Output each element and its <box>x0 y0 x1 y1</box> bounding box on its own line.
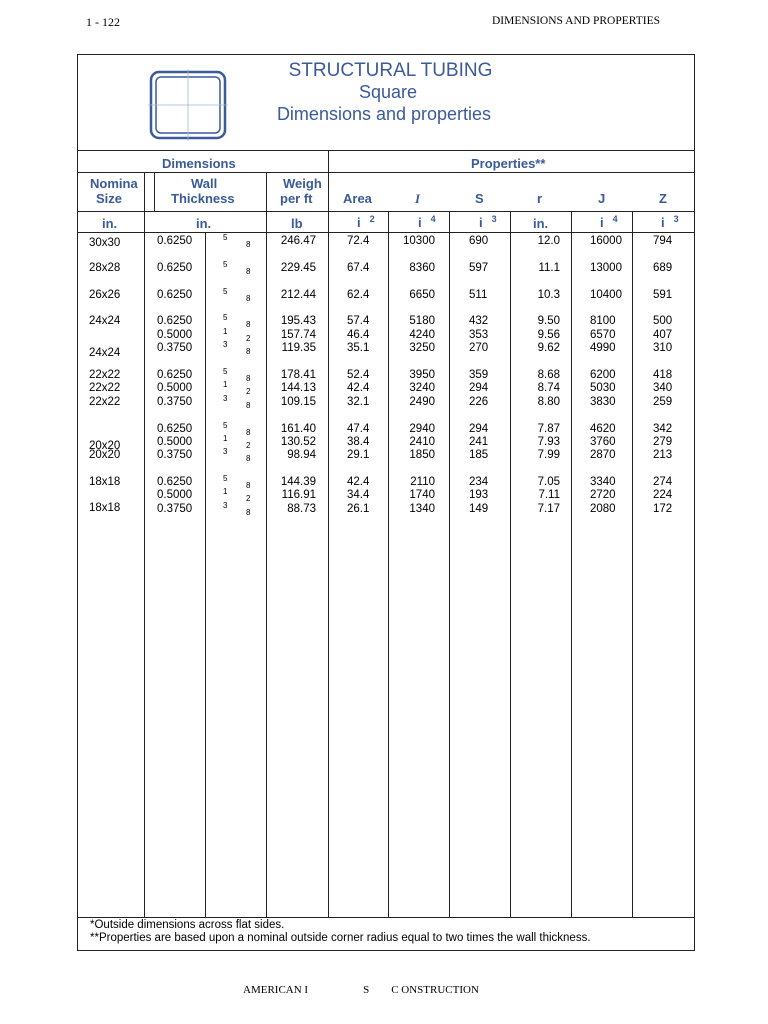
cell-r: 8.68 <box>537 369 560 381</box>
cell-r: 7.93 <box>537 436 560 448</box>
cell-size: 24x24 <box>89 315 121 327</box>
cell-Z: 340 <box>653 382 673 394</box>
cell-w: 157.74 <box>280 329 316 341</box>
fraction-denominator: 8 <box>246 428 251 437</box>
fraction-denominator: 2 <box>246 441 251 450</box>
cell-J: 6200 <box>590 369 616 381</box>
col-weight-line2: per ft <box>280 191 313 206</box>
page-title: STRUCTURAL TUBING <box>288 60 493 81</box>
cell-r: 8.74 <box>537 382 560 394</box>
cell-t: 0.3750 <box>157 396 193 408</box>
cell-I: 5180 <box>409 315 435 327</box>
group-dimensions: Dimensions <box>162 156 236 171</box>
cell-w: 246.47 <box>280 235 316 247</box>
fraction-numerator: 1 <box>223 327 228 336</box>
cell-J: 2720 <box>590 489 616 501</box>
cell-Z: 279 <box>653 436 673 448</box>
cell-r: 12.0 <box>537 235 560 247</box>
cell-Z: 689 <box>653 262 673 274</box>
cell-I: 10300 <box>403 235 435 247</box>
cell-Z: 418 <box>653 369 673 381</box>
cell-a: 34.4 <box>347 489 370 501</box>
cell-t: 0.6250 <box>157 235 193 247</box>
unit-I: i $^4$ <box>418 214 436 230</box>
cell-a: 26.1 <box>347 503 370 515</box>
rule-props-group <box>328 172 694 173</box>
cell-Z: 172 <box>653 503 673 515</box>
cell-a: 35.1 <box>347 342 370 354</box>
page-number: 1 - 122 <box>86 15 120 29</box>
cell-S: 185 <box>469 449 489 461</box>
cell-J: 3340 <box>590 476 616 488</box>
fraction-denominator: 8 <box>246 401 251 410</box>
unit-Z: i $^3$ <box>661 214 679 230</box>
cell-I: 3250 <box>409 342 435 354</box>
cell-w: 178.41 <box>280 369 316 381</box>
cell-size: 20x20 <box>89 449 121 461</box>
cell-Z: 213 <box>653 449 673 461</box>
col-r: r <box>537 191 543 206</box>
cell-J: 4620 <box>590 423 616 435</box>
group-properties: Properties** <box>471 156 546 171</box>
cell-Z: 342 <box>653 423 673 435</box>
cell-J: 16000 <box>590 235 622 247</box>
cell-a: 62.4 <box>347 289 370 301</box>
cell-S: 193 <box>469 489 489 501</box>
cell-I: 1850 <box>409 449 435 461</box>
cell-size: 30x30 <box>89 237 121 249</box>
cell-t: 0.5000 <box>157 329 193 341</box>
cell-r: 9.50 <box>537 315 560 327</box>
cell-I: 2410 <box>409 436 435 448</box>
cell-J: 3830 <box>590 396 616 408</box>
fraction-numerator: 5 <box>223 367 228 376</box>
cell-size: 22x22 <box>89 396 121 408</box>
cell-S: 226 <box>469 396 489 408</box>
fraction-denominator: 8 <box>246 294 251 303</box>
fraction-numerator: 5 <box>223 421 228 430</box>
cell-r: 7.05 <box>537 476 560 488</box>
cell-a: 47.4 <box>347 423 370 435</box>
col-area: Area <box>343 191 372 206</box>
cell-S: 359 <box>469 369 489 381</box>
fraction-numerator: 3 <box>223 501 228 510</box>
cell-I: 2110 <box>410 476 435 488</box>
cell-J: 6570 <box>590 329 616 341</box>
fraction-denominator: 2 <box>246 334 251 343</box>
vrule-4 <box>328 150 329 917</box>
fraction-denominator: 8 <box>246 267 251 276</box>
fraction-numerator: 5 <box>223 313 228 322</box>
cell-S: 597 <box>469 262 489 274</box>
col-S: S <box>475 191 484 206</box>
cell-size: 28x28 <box>89 262 121 274</box>
cell-S: 511 <box>469 289 488 301</box>
col-weight-line1: Weigh <box>283 176 322 191</box>
cell-t: 0.3750 <box>157 449 193 461</box>
cell-w: 212.44 <box>280 289 316 301</box>
vrule-1 <box>144 172 145 917</box>
page-footer: AMERICAN I S C ONSTRUCTION <box>243 984 479 996</box>
fraction-denominator: 8 <box>246 240 251 249</box>
cell-I: 3240 <box>409 382 435 394</box>
col-size-line2: Size <box>96 191 123 206</box>
cell-Z: 500 <box>653 315 673 327</box>
cell-I: 1740 <box>409 489 435 501</box>
cell-t: 0.3750 <box>157 503 193 515</box>
fraction-denominator: 8 <box>246 454 251 463</box>
cell-t: 0.5000 <box>157 436 193 448</box>
cell-a: 67.4 <box>347 262 370 274</box>
cell-w: 119.35 <box>281 342 316 354</box>
cell-r: 7.99 <box>537 449 560 461</box>
cell-t: 0.6250 <box>157 289 193 301</box>
unit-J: i $^4$ <box>600 214 618 230</box>
cell-J: 2080 <box>590 503 616 515</box>
cell-a: 42.4 <box>347 476 370 488</box>
cell-I: 8360 <box>409 262 435 274</box>
cell-a: 72.4 <box>347 235 370 247</box>
col-I: I <box>415 191 421 206</box>
cell-t: 0.6250 <box>157 476 193 488</box>
cell-a: 42.4 <box>347 382 370 394</box>
fraction-numerator: 3 <box>223 394 228 403</box>
cell-Z: 310 <box>653 342 673 354</box>
cell-S: 234 <box>469 476 489 488</box>
cell-Z: 259 <box>653 396 673 408</box>
cell-size: 18x18 <box>89 502 121 514</box>
cell-S: 294 <box>469 382 489 394</box>
col-wall-line1: Wall <box>191 176 218 191</box>
unit-size: in. <box>102 216 118 231</box>
fraction-denominator: 8 <box>246 508 251 517</box>
fraction-numerator: 1 <box>223 487 228 496</box>
cell-a: 46.4 <box>347 329 370 341</box>
vrule-8 <box>571 211 572 917</box>
cell-J: 2870 <box>590 449 616 461</box>
vrule-2 <box>205 232 206 917</box>
vrule-3 <box>266 172 267 917</box>
cell-S: 690 <box>469 235 489 247</box>
cell-a: 32.1 <box>347 396 370 408</box>
cell-t: 0.6250 <box>157 262 193 274</box>
cell-r: 8.80 <box>537 396 560 408</box>
cell-r: 7.17 <box>537 503 560 515</box>
cell-Z: 407 <box>653 329 673 341</box>
cell-a: 52.4 <box>347 369 370 381</box>
unit-S: i $^3$ <box>479 214 497 230</box>
cell-Z: 591 <box>653 289 673 301</box>
cell-w: 98.94 <box>287 449 316 461</box>
running-title: DIMENSIONS AND PROPERTIES <box>492 15 660 27</box>
cell-J: 8100 <box>590 315 616 327</box>
page-subtitle2: Dimensions and properties <box>276 104 492 124</box>
cell-J: 5030 <box>590 382 616 394</box>
fraction-denominator: 8 <box>246 347 251 356</box>
cell-r: 7.87 <box>537 423 560 435</box>
cell-w: 229.45 <box>280 262 316 274</box>
cell-I: 2490 <box>409 396 435 408</box>
fraction-numerator: 5 <box>223 233 228 242</box>
fraction-denominator: 8 <box>246 481 251 490</box>
cell-Z: 224 <box>653 489 673 501</box>
cell-w: 195.43 <box>280 315 316 327</box>
page-subtitle: Square <box>358 82 418 102</box>
cell-S: 353 <box>469 329 489 341</box>
fraction-numerator: 5 <box>223 287 228 296</box>
rule-units <box>77 232 694 233</box>
fraction-numerator: 1 <box>223 434 228 443</box>
cell-size: 22x22 <box>89 369 121 381</box>
cell-I: 1340 <box>409 503 435 515</box>
cell-S: 432 <box>469 315 489 327</box>
col-size-line1: Nomina <box>90 176 138 191</box>
cell-S: 294 <box>469 423 489 435</box>
cell-r: 9.62 <box>537 342 560 354</box>
footnote-2: **Properties are based upon a nominal outside corner radius equal to two times the wall thickness. <box>90 932 591 944</box>
cell-t: 0.5000 <box>157 382 193 394</box>
cell-r: 7.11 <box>538 489 560 501</box>
unit-weight: lb <box>291 216 303 231</box>
vrule-6 <box>449 211 450 917</box>
cell-J: 10400 <box>590 289 622 301</box>
footnote-1: *Outside dimensions across flat sides. <box>90 919 285 931</box>
rule-heads <box>77 211 694 212</box>
cell-J: 13000 <box>590 262 622 274</box>
cell-w: 88.73 <box>287 503 316 515</box>
col-J: J <box>598 191 606 206</box>
cell-S: 270 <box>469 342 489 354</box>
cell-a: 29.1 <box>347 449 370 461</box>
cell-size: 24x24 <box>89 347 121 359</box>
cell-S: 241 <box>469 436 489 448</box>
vrule-1b <box>154 172 155 211</box>
fraction-denominator: 8 <box>246 374 251 383</box>
cell-r: 11.1 <box>538 262 560 274</box>
unit-r: in. <box>533 216 549 231</box>
cell-size: 22x22 <box>89 382 121 394</box>
cell-I: 2940 <box>409 423 435 435</box>
cell-t: 0.3750 <box>157 342 193 354</box>
cell-size: 18x18 <box>89 476 121 488</box>
cell-J: 3760 <box>590 436 616 448</box>
cell-Z: 794 <box>653 235 673 247</box>
cell-w: 130.52 <box>280 436 316 448</box>
cell-J: 4990 <box>590 342 616 354</box>
cell-t: 0.6250 <box>157 369 193 381</box>
cell-w: 161.40 <box>280 423 316 435</box>
cell-size: 20x20 <box>89 440 121 452</box>
cell-I: 4240 <box>409 329 435 341</box>
cell-t: 0.6250 <box>157 423 193 435</box>
cell-w: 144.13 <box>280 382 316 394</box>
col-wall-line2: Thickness <box>171 191 235 206</box>
fraction-denominator: 2 <box>246 387 251 396</box>
cell-a: 38.4 <box>347 436 370 448</box>
cell-S: 149 <box>469 503 489 515</box>
fraction-denominator: 8 <box>246 320 251 329</box>
rule-dims-group <box>77 172 328 173</box>
cell-w: 144.39 <box>280 476 316 488</box>
cell-r: 10.3 <box>537 289 560 301</box>
rule-banner <box>77 150 694 151</box>
fraction-denominator: 2 <box>246 494 251 503</box>
fraction-numerator: 3 <box>223 340 228 349</box>
cell-t: 0.6250 <box>157 315 193 327</box>
cell-a: 57.4 <box>347 315 370 327</box>
fraction-numerator: 5 <box>223 260 228 269</box>
cell-size: 26x26 <box>89 289 121 301</box>
col-Z: Z <box>659 191 667 206</box>
fraction-numerator: 3 <box>223 447 228 456</box>
fraction-numerator: 1 <box>223 380 228 389</box>
cell-I: 3950 <box>409 369 435 381</box>
cell-Z: 274 <box>653 476 673 488</box>
vrule-9 <box>632 211 633 917</box>
unit-wall: in. <box>196 216 212 231</box>
unit-area: i $^2$ <box>357 214 375 230</box>
cell-t: 0.5000 <box>157 489 193 501</box>
cell-w: 109.15 <box>280 396 316 408</box>
cell-w: 116.91 <box>281 489 316 501</box>
cell-r: 9.56 <box>537 329 560 341</box>
rule-footnotes <box>77 917 694 918</box>
fraction-numerator: 5 <box>223 474 228 483</box>
cell-I: 6650 <box>409 289 435 301</box>
